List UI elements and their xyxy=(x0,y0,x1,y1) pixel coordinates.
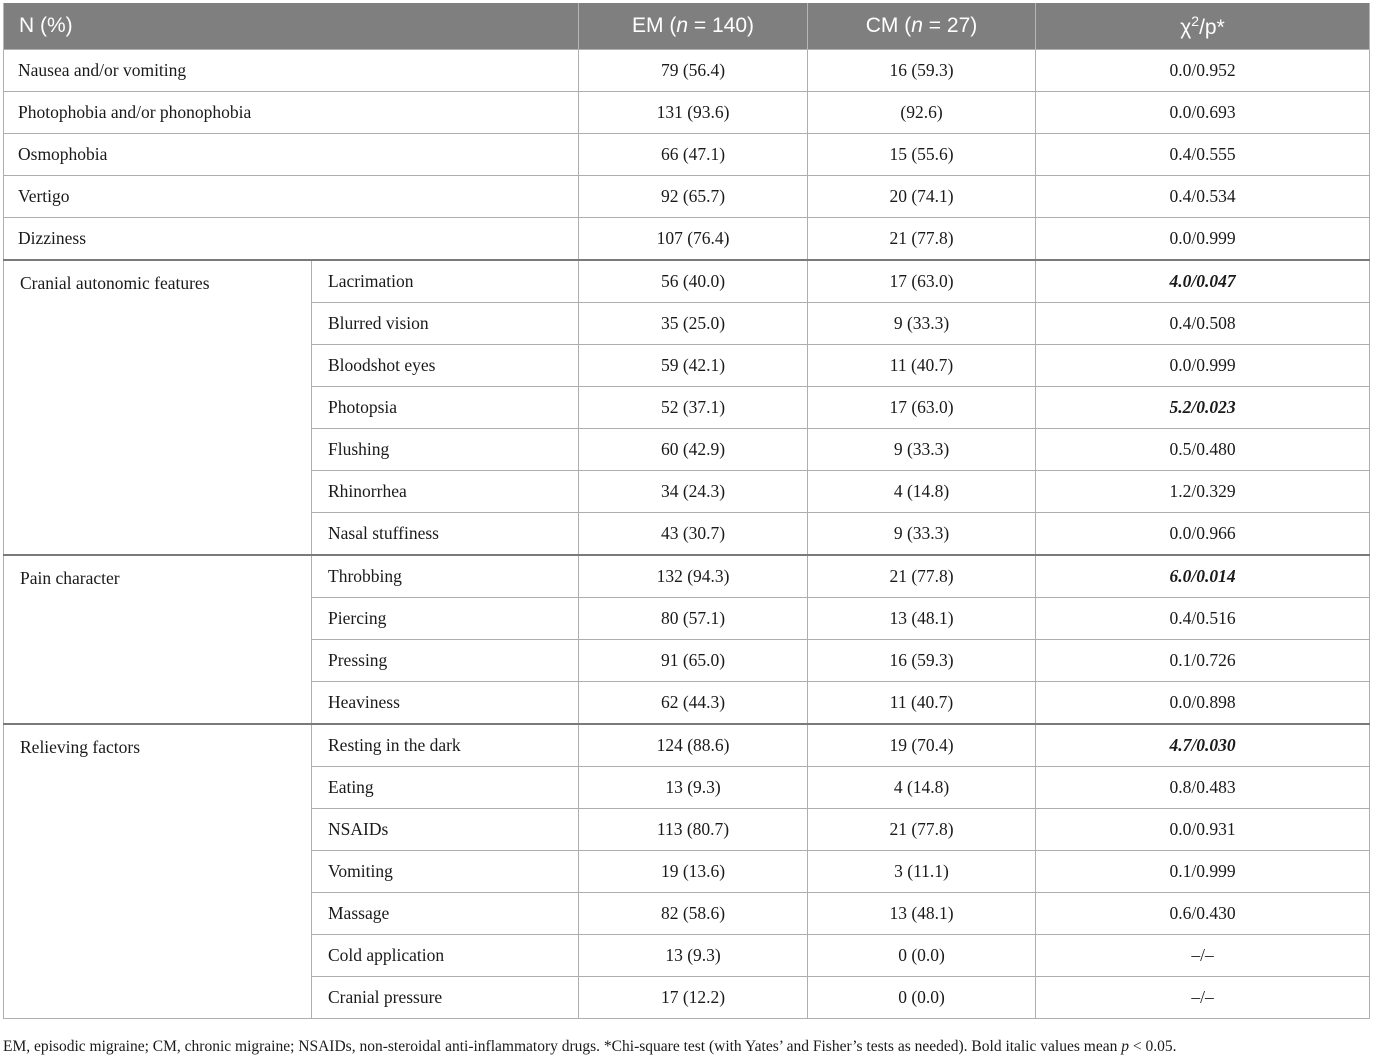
cm-value: 19 (70.4) xyxy=(808,724,1036,767)
row-label: Flushing xyxy=(312,429,579,471)
cm-value: 9 (33.3) xyxy=(808,303,1036,345)
results-table xyxy=(3,3,1370,1019)
row-label: Rhinorrhea xyxy=(312,471,579,513)
table-body xyxy=(4,50,1370,1019)
cm-value: 16 (59.3) xyxy=(808,640,1036,682)
test-value: 0.1/0.999 xyxy=(1036,851,1370,893)
em-value: 92 (65.7) xyxy=(579,176,808,218)
row-label: Cold application xyxy=(312,935,579,977)
test-value: 0.8/0.483 xyxy=(1036,767,1370,809)
row-label: Piercing xyxy=(312,598,579,640)
em-value: 52 (37.1) xyxy=(579,387,808,429)
cm-value: 4 (14.8) xyxy=(808,471,1036,513)
cm-value: 4 (14.8) xyxy=(808,767,1036,809)
row-label: Bloodshot eyes xyxy=(312,345,579,387)
test-value: 6.0/0.014 xyxy=(1036,555,1370,598)
row-label: Dizziness xyxy=(4,218,579,261)
em-value: 13 (9.3) xyxy=(579,935,808,977)
cm-value: 9 (33.3) xyxy=(808,513,1036,556)
em-value: 131 (93.6) xyxy=(579,92,808,134)
header-cm: CM (n = 27) xyxy=(808,3,1036,50)
cm-value: (92.6) xyxy=(808,92,1036,134)
test-value: 0.1/0.726 xyxy=(1036,640,1370,682)
test-value: 0.0/0.999 xyxy=(1036,218,1370,261)
cm-value: 21 (77.8) xyxy=(808,555,1036,598)
test-value: 5.2/0.023 xyxy=(1036,387,1370,429)
row-label: Resting in the dark xyxy=(312,724,579,767)
table-row xyxy=(4,92,1370,134)
row-label: Throbbing xyxy=(312,555,579,598)
group-label: Pain character xyxy=(4,555,312,724)
table-footnote: EM, episodic migraine; CM, chronic migraine; NSAIDs, non-steroidal anti-inflammatory drugs. *Chi-square test (with Yates’ and Fisher’s tests as needed). Bold italic values mean p < 0.05. xyxy=(3,1038,1177,1055)
test-value: 4.7/0.030 xyxy=(1036,724,1370,767)
row-label: Nausea and/or vomiting xyxy=(4,50,579,92)
test-value: 1.2/0.329 xyxy=(1036,471,1370,513)
row-label: Lacrimation xyxy=(312,260,579,303)
row-label: Pressing xyxy=(312,640,579,682)
table-row xyxy=(4,218,1370,261)
row-label: Nasal stuffiness xyxy=(312,513,579,556)
row-label: Cranial pressure xyxy=(312,977,579,1019)
test-value: –/– xyxy=(1036,935,1370,977)
test-value: 0.0/0.952 xyxy=(1036,50,1370,92)
cm-value: 21 (77.8) xyxy=(808,809,1036,851)
em-value: 132 (94.3) xyxy=(579,555,808,598)
em-value: 34 (24.3) xyxy=(579,471,808,513)
cm-value: 20 (74.1) xyxy=(808,176,1036,218)
em-value: 66 (47.1) xyxy=(579,134,808,176)
table-row xyxy=(4,176,1370,218)
cm-value: 0 (0.0) xyxy=(808,977,1036,1019)
row-label: NSAIDs xyxy=(312,809,579,851)
test-value: 0.4/0.508 xyxy=(1036,303,1370,345)
em-value: 62 (44.3) xyxy=(579,682,808,725)
test-value: 0.0/0.693 xyxy=(1036,92,1370,134)
em-value: 79 (56.4) xyxy=(579,50,808,92)
test-value: 0.0/0.898 xyxy=(1036,682,1370,725)
cm-value: 9 (33.3) xyxy=(808,429,1036,471)
em-value: 19 (13.6) xyxy=(579,851,808,893)
cm-value: 3 (11.1) xyxy=(808,851,1036,893)
group-label: Cranial autonomic features xyxy=(4,260,312,555)
test-value: 0.4/0.534 xyxy=(1036,176,1370,218)
test-value: 0.4/0.555 xyxy=(1036,134,1370,176)
cm-value: 11 (40.7) xyxy=(808,345,1036,387)
test-value: 0.0/0.931 xyxy=(1036,809,1370,851)
table-row xyxy=(4,50,1370,92)
test-value: 0.0/0.999 xyxy=(1036,345,1370,387)
row-label: Osmophobia xyxy=(4,134,579,176)
em-value: 17 (12.2) xyxy=(579,977,808,1019)
test-value: –/– xyxy=(1036,977,1370,1019)
row-label: Photopsia xyxy=(312,387,579,429)
test-value: 0.0/0.966 xyxy=(1036,513,1370,556)
em-value: 113 (80.7) xyxy=(579,809,808,851)
em-value: 82 (58.6) xyxy=(579,893,808,935)
em-value: 60 (42.9) xyxy=(579,429,808,471)
em-value: 56 (40.0) xyxy=(579,260,808,303)
row-label: Photophobia and/or phonophobia xyxy=(4,92,579,134)
table-row xyxy=(4,134,1370,176)
row-label: Vertigo xyxy=(4,176,579,218)
em-value: 80 (57.1) xyxy=(579,598,808,640)
test-value: 0.5/0.480 xyxy=(1036,429,1370,471)
cm-value: 21 (77.8) xyxy=(808,218,1036,261)
em-value: 91 (65.0) xyxy=(579,640,808,682)
em-value: 35 (25.0) xyxy=(579,303,808,345)
test-value: 0.6/0.430 xyxy=(1036,893,1370,935)
cm-value: 15 (55.6) xyxy=(808,134,1036,176)
table-row xyxy=(4,724,1370,767)
em-value: 124 (88.6) xyxy=(579,724,808,767)
cm-value: 13 (48.1) xyxy=(808,893,1036,935)
header-em: EM (n = 140) xyxy=(579,3,808,50)
cm-value: 13 (48.1) xyxy=(808,598,1036,640)
test-value: 0.4/0.516 xyxy=(1036,598,1370,640)
em-value: 13 (9.3) xyxy=(579,767,808,809)
header-test: $\chi^2/p*$ xyxy=(1036,3,1370,50)
row-label: Eating xyxy=(312,767,579,809)
em-value: 43 (30.7) xyxy=(579,513,808,556)
test-value: 4.0/0.047 xyxy=(1036,260,1370,303)
row-label: Vomiting xyxy=(312,851,579,893)
cm-value: 0 (0.0) xyxy=(808,935,1036,977)
group-label: Relieving factors xyxy=(4,724,312,1019)
header-row xyxy=(4,3,1370,50)
em-value: 107 (76.4) xyxy=(579,218,808,261)
em-value: 59 (42.1) xyxy=(579,345,808,387)
cm-value: 17 (63.0) xyxy=(808,260,1036,303)
cm-value: 11 (40.7) xyxy=(808,682,1036,725)
table-row xyxy=(4,555,1370,598)
table-row xyxy=(4,260,1370,303)
row-label: Blurred vision xyxy=(312,303,579,345)
cm-value: 17 (63.0) xyxy=(808,387,1036,429)
cm-value: 16 (59.3) xyxy=(808,50,1036,92)
row-label: Massage xyxy=(312,893,579,935)
header-label: N (%) xyxy=(4,3,579,50)
row-label: Heaviness xyxy=(312,682,579,725)
results-table-container xyxy=(3,3,1369,1019)
